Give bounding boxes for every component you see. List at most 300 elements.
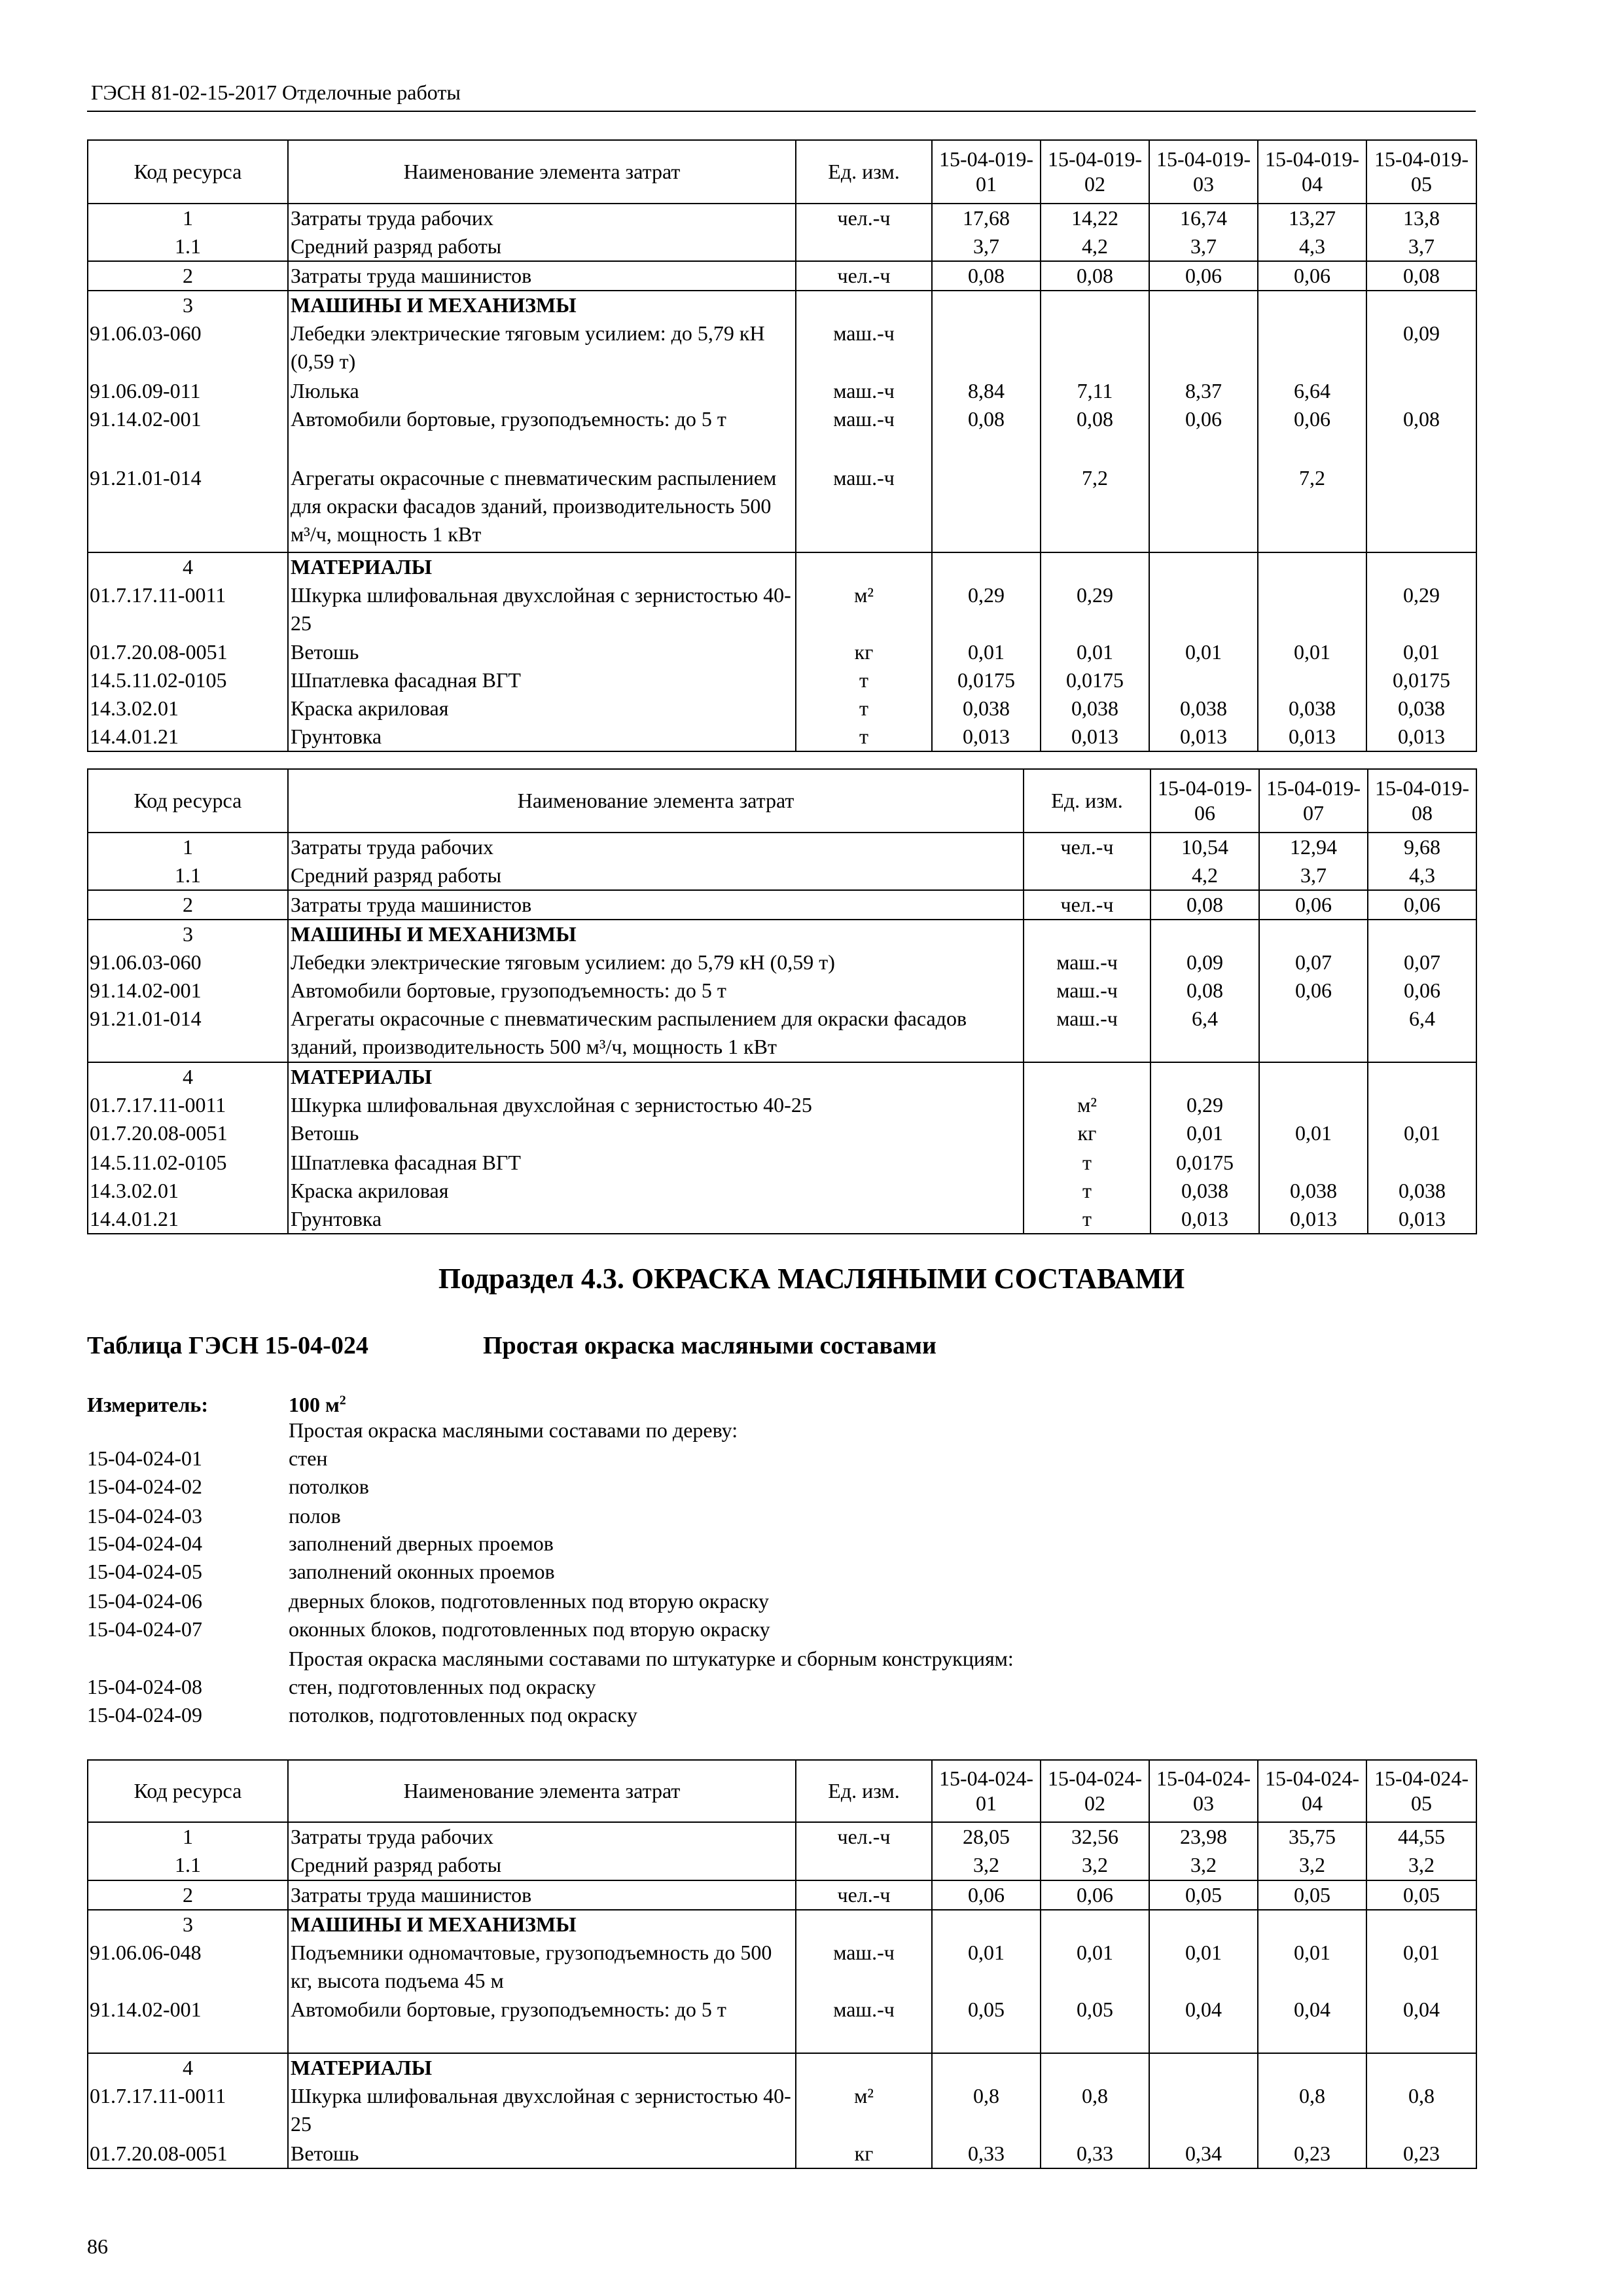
section-name: МАШИНЫ И МЕХАНИЗМЫ (288, 1910, 796, 1939)
norm-value: 0,34 (1149, 2140, 1258, 2168)
norm-value: 0,8 (1041, 2082, 1149, 2140)
norm-code-header: 15-04-024-05 (1366, 1760, 1476, 1822)
resource-name: Автомобили бортовые, грузоподъемность: до 5 т (288, 405, 796, 464)
norm-value: 3,7 (1366, 232, 1476, 261)
unit: т (1024, 1177, 1150, 1205)
unit: м² (796, 2082, 932, 2140)
norm-value: 0,06 (1041, 1880, 1149, 1910)
norm-code-header: 15-04-019-03 (1149, 140, 1258, 204)
unit: чел.-ч (796, 1822, 932, 1851)
table-header-row (88, 140, 1476, 204)
table-row (88, 1939, 1476, 1996)
resource-code: 1 (88, 204, 288, 232)
section-name: МАШИНЫ И МЕХАНИЗМЫ (288, 920, 1024, 948)
unit: маш.-ч (1024, 1005, 1150, 1062)
work-code: 15-04-024-08 (87, 1674, 202, 1698)
norm-value: 0,013 (1149, 723, 1258, 751)
table-row (88, 1880, 1476, 1910)
norm-value: 0,05 (1366, 1880, 1476, 1910)
unit (796, 1910, 932, 1939)
norm-value (1258, 2053, 1366, 2082)
norm-value: 0,05 (1258, 1880, 1366, 1910)
unit (1024, 920, 1150, 948)
norm-value (1150, 920, 1259, 948)
norm-value (1149, 2053, 1258, 2082)
norm-value: 0,06 (1258, 405, 1366, 464)
norm-value (932, 552, 1041, 581)
table-row (88, 948, 1476, 977)
unit-header: Ед. изм. (1024, 769, 1150, 833)
norm-value: 0,01 (1150, 1119, 1259, 1149)
norm-value: 0,01 (1149, 1939, 1258, 1996)
resource-code: 01.7.17.11-0011 (88, 581, 288, 639)
norm-value: 0,09 (1366, 319, 1476, 377)
norm-value: 0,08 (1366, 261, 1476, 291)
resource-code: 01.7.20.08-0051 (88, 1119, 288, 1149)
resource-code: 1.1 (88, 1851, 288, 1880)
unit: маш.-ч (796, 377, 932, 405)
norm-value: 0,038 (932, 694, 1041, 723)
resource-code: 91.06.03-060 (88, 319, 288, 377)
unit: маш.-ч (796, 405, 932, 464)
section-name: МАТЕРИАЛЫ (288, 552, 796, 581)
work-code: 15-04-024-09 (87, 1702, 202, 1727)
code-header: Код ресурса (88, 1760, 288, 1822)
norm-value (932, 319, 1041, 377)
norm-value (1258, 581, 1366, 639)
unit: чел.-ч (796, 204, 932, 232)
norm-value: 7,11 (1041, 377, 1149, 405)
unit: маш.-ч (796, 1939, 932, 1996)
norm-value (1041, 319, 1149, 377)
norm-value: 0,05 (1149, 1880, 1258, 1910)
table-row (88, 1177, 1476, 1205)
norm-value: 7,2 (1041, 464, 1149, 552)
norm-value: 0,07 (1259, 948, 1368, 977)
norm-value: 0,33 (1041, 2140, 1149, 2168)
norm-value: 0,01 (1041, 638, 1149, 666)
norm-value: 6,4 (1368, 1005, 1476, 1062)
norm-value: 3,7 (1149, 232, 1258, 261)
work-code: 15-04-024-02 (87, 1474, 202, 1498)
unit: кг (1024, 1119, 1150, 1149)
table-row (88, 232, 1476, 261)
header-title: ГЭСН 81-02-15-2017 Отделочные работы (91, 81, 461, 104)
norm-value: 0,013 (1150, 1205, 1259, 1234)
norm-value: 3,7 (1259, 861, 1368, 890)
norm-code-header: 15-04-019-07 (1259, 769, 1368, 833)
table-row (88, 1091, 1476, 1119)
norm-value: 0,038 (1149, 694, 1258, 723)
norm-value: 0,01 (1368, 1119, 1476, 1149)
resource-code: 3 (88, 1910, 288, 1939)
norm-value: 0,01 (1259, 1119, 1368, 1149)
table-row (88, 1822, 1476, 1851)
work-code: 15-04-024-04 (87, 1532, 202, 1556)
subsection-title: Подраздел 4.3. ОКРАСКА МАСЛЯНЫМИ СОСТАВАМИ (438, 1263, 1185, 1295)
table-row (88, 833, 1476, 861)
table-row (88, 405, 1476, 464)
norm-value (1259, 920, 1368, 948)
norm-value: 0,038 (1258, 694, 1366, 723)
norm-value: 0,04 (1366, 1996, 1476, 2053)
norm-value (932, 2053, 1041, 2082)
resource-code: 14.5.11.02-0105 (88, 666, 288, 694)
norm-value: 0,06 (1368, 890, 1476, 920)
norm-value: 13,27 (1258, 204, 1366, 232)
norm-value: 0,013 (1258, 723, 1366, 751)
norm-value: 23,98 (1149, 1822, 1258, 1851)
resource-code: 1 (88, 833, 288, 861)
table-row (88, 638, 1476, 666)
norm-value (1149, 666, 1258, 694)
unit (796, 291, 932, 319)
norm-value: 0,33 (932, 2140, 1041, 2168)
name-header: Наименование элемента затрат (288, 1760, 796, 1822)
resource-name: Шпатлевка фасадная ВГТ (288, 1149, 1024, 1177)
resource-name: Средний разряд работы (288, 861, 1024, 890)
norm-value: 0,8 (932, 2082, 1041, 2140)
resource-name: Затраты труда машинистов (288, 261, 796, 291)
resource-code: 91.14.02-001 (88, 405, 288, 464)
resource-name: Затраты труда рабочих (288, 204, 796, 232)
norm-value (1149, 581, 1258, 639)
unit: чел.-ч (796, 261, 932, 291)
norm-value: 6,4 (1150, 1005, 1259, 1062)
section-row (88, 1910, 1476, 1939)
table-row (88, 464, 1476, 552)
norm-code-header: 15-04-024-02 (1041, 1760, 1149, 1822)
resource-code: 2 (88, 890, 288, 920)
table-row (88, 666, 1476, 694)
resource-name: Лебедки электрические тяговым усилием: до 5,79 кН (0,59 т) (288, 319, 796, 377)
unit: м² (796, 581, 932, 639)
norm-value: 3,2 (1041, 1851, 1149, 1880)
unit: м² (1024, 1091, 1150, 1119)
norm-value (1366, 552, 1476, 581)
resource-name: Средний разряд работы (288, 232, 796, 261)
table-header-row (88, 769, 1476, 833)
table-row (88, 723, 1476, 751)
resource-code: 14.5.11.02-0105 (88, 1149, 288, 1177)
norm-value: 3,2 (1149, 1851, 1258, 1880)
norm-value: 0,08 (1366, 405, 1476, 464)
norm-value: 17,68 (932, 204, 1041, 232)
norm-value: 0,04 (1149, 1996, 1258, 2053)
norm-value (1149, 1910, 1258, 1939)
norm-value: 16,74 (1149, 204, 1258, 232)
norm-value (1259, 1062, 1368, 1091)
resource-name: Лебедки электрические тяговым усилием: до 5,79 кН (0,59 т) (288, 948, 1024, 977)
unit: т (1024, 1205, 1150, 1234)
norm-value (1368, 920, 1476, 948)
table-row (88, 1119, 1476, 1149)
norm-value: 0,08 (1150, 890, 1259, 920)
page-number: 86 (87, 2234, 108, 2258)
resource-name: Краска акриловая (288, 1177, 1024, 1205)
unit: т (796, 666, 932, 694)
table-row (88, 2140, 1476, 2168)
norm-value: 0,038 (1041, 694, 1149, 723)
work-description: Простая окраска масляными составами по штукатурке и сборным конструкциям: (289, 1647, 1014, 1670)
table-row (88, 2082, 1476, 2140)
resource-name: Люлька (288, 377, 796, 405)
unit: маш.-ч (1024, 977, 1150, 1005)
norm-code-header: 15-04-019-01 (932, 140, 1041, 204)
norm-value (1368, 1062, 1476, 1091)
resource-code: 91.06.03-060 (88, 948, 288, 977)
norm-value: 0,23 (1366, 2140, 1476, 2168)
norm-value (1041, 1910, 1149, 1939)
work-code: 15-04-024-03 (87, 1503, 202, 1528)
norm-value (1258, 666, 1366, 694)
norm-value: 0,038 (1150, 1177, 1259, 1205)
resource-code: 91.21.01-014 (88, 1005, 288, 1062)
norm-value: 0,01 (1041, 1939, 1149, 1996)
norm-value: 3,2 (1366, 1851, 1476, 1880)
norm-value: 8,84 (932, 377, 1041, 405)
unit (796, 232, 932, 261)
norm-value (1258, 1910, 1366, 1939)
table-row (88, 861, 1476, 890)
section-row (88, 552, 1476, 581)
resource-name: Краска акриловая (288, 694, 796, 723)
unit: чел.-ч (1024, 890, 1150, 920)
norm-value: 3,2 (1258, 1851, 1366, 1880)
norm-code-header: 15-04-019-06 (1150, 769, 1259, 833)
norm-value: 3,7 (932, 232, 1041, 261)
table-name: Простая окраска масляными составами (483, 1332, 936, 1359)
resource-table-019-06-08 (87, 768, 1477, 1234)
unit (796, 1851, 932, 1880)
norm-code-header: 15-04-019-04 (1258, 140, 1366, 204)
norm-value: 0,29 (1150, 1091, 1259, 1119)
unit-header: Ед. изм. (796, 140, 932, 204)
name-header: Наименование элемента затрат (288, 769, 1024, 833)
unit: маш.-ч (1024, 948, 1150, 977)
norm-value: 0,01 (1258, 1939, 1366, 1996)
work-description: стен (289, 1446, 328, 1470)
section-row (88, 2053, 1476, 2082)
resource-code: 4 (88, 2053, 288, 2082)
norm-value: 0,038 (1366, 694, 1476, 723)
resource-name: Шкурка шлифовальная двухслойная с зернистостью 40-25 (288, 581, 796, 639)
norm-value: 0,01 (932, 1939, 1041, 1996)
norm-value: 0,013 (932, 723, 1041, 751)
unit: кг (796, 638, 932, 666)
norm-value: 6,64 (1258, 377, 1366, 405)
resource-code: 2 (88, 1880, 288, 1910)
code-header: Код ресурса (88, 140, 288, 204)
resource-code: 4 (88, 1062, 288, 1091)
norm-value: 4,2 (1150, 861, 1259, 890)
norm-value: 0,08 (932, 261, 1041, 291)
resource-code: 1 (88, 1822, 288, 1851)
norm-value: 0,0175 (1366, 666, 1476, 694)
norm-value (1259, 1091, 1368, 1119)
table-row (88, 261, 1476, 291)
resource-name: Грунтовка (288, 723, 796, 751)
norm-value (1366, 464, 1476, 552)
unit: т (796, 723, 932, 751)
norm-value (1259, 1149, 1368, 1177)
norm-value: 0,23 (1258, 2140, 1366, 2168)
unit (796, 2053, 932, 2082)
work-code: 15-04-024-05 (87, 1560, 202, 1584)
norm-value (1041, 552, 1149, 581)
section-name: МАШИНЫ И МЕХАНИЗМЫ (288, 291, 796, 319)
resource-code: 91.06.09-011 (88, 377, 288, 405)
table-row (88, 581, 1476, 639)
norm-value: 0,05 (932, 1996, 1041, 2053)
table-row (88, 204, 1476, 232)
resource-code: 2 (88, 261, 288, 291)
norm-value: 10,54 (1150, 833, 1259, 861)
norm-code-header: 15-04-024-01 (932, 1760, 1041, 1822)
unit: чел.-ч (1024, 833, 1150, 861)
norm-value: 0,08 (1041, 261, 1149, 291)
work-description: потолков (289, 1474, 369, 1498)
work-description: Простая окраска масляными составами по дереву: (289, 1418, 738, 1443)
resource-name: Шкурка шлифовальная двухслойная с зернистостью 40-25 (288, 2082, 796, 2140)
norm-value: 0,0175 (932, 666, 1041, 694)
resource-name: Затраты труда рабочих (288, 833, 1024, 861)
norm-value (1041, 2053, 1149, 2082)
resource-code: 14.4.01.21 (88, 723, 288, 751)
resource-code: 01.7.17.11-0011 (88, 1091, 288, 1119)
resource-name: Шкурка шлифовальная двухслойная с зернистостью 40-25 (288, 1091, 1024, 1119)
work-description: дверных блоков, подготовленных под вторую окраску (289, 1589, 769, 1613)
unit: т (796, 694, 932, 723)
resource-name: Автомобили бортовые, грузоподъемность: до 5 т (288, 977, 1024, 1005)
norm-code-header: 15-04-024-03 (1149, 1760, 1258, 1822)
norm-value (1258, 319, 1366, 377)
norm-value (1258, 552, 1366, 581)
norm-code-header: 15-04-019-08 (1368, 769, 1476, 833)
norm-value: 0,08 (932, 405, 1041, 464)
resource-code: 3 (88, 291, 288, 319)
norm-value (932, 1910, 1041, 1939)
norm-value: 4,3 (1368, 861, 1476, 890)
norm-value (1366, 377, 1476, 405)
resource-name: Затраты труда рабочих (288, 1822, 796, 1851)
norm-value: 9,68 (1368, 833, 1476, 861)
norm-value: 0,8 (1366, 2082, 1476, 2140)
resource-name: Автомобили бортовые, грузоподъемность: до 5 т (288, 1996, 796, 2053)
norm-value (1366, 2053, 1476, 2082)
norm-value: 3,2 (932, 1851, 1041, 1880)
norm-value: 0,05 (1041, 1996, 1149, 2053)
norm-value: 0,08 (1150, 977, 1259, 1005)
table-row (88, 1205, 1476, 1234)
work-code: 15-04-024-01 (87, 1446, 202, 1470)
work-description: оконных блоков, подготовленных под вторую окраску (289, 1617, 770, 1641)
norm-value: 0,01 (1149, 638, 1258, 666)
resource-code: 01.7.17.11-0011 (88, 2082, 288, 2140)
norm-value (1149, 319, 1258, 377)
norm-value: 0,06 (1149, 261, 1258, 291)
name-header: Наименование элемента затрат (288, 140, 796, 204)
norm-value: 0,013 (1041, 723, 1149, 751)
norm-value (1259, 1005, 1368, 1062)
resource-code: 01.7.20.08-0051 (88, 638, 288, 666)
norm-value (1366, 291, 1476, 319)
work-code: 15-04-024-07 (87, 1617, 202, 1641)
resource-code: 14.4.01.21 (88, 1205, 288, 1234)
work-code: 15-04-024-06 (87, 1589, 202, 1613)
unit: т (1024, 1149, 1150, 1177)
norm-value: 8,37 (1149, 377, 1258, 405)
norm-value: 0,06 (1149, 405, 1258, 464)
norm-value: 0,07 (1368, 948, 1476, 977)
measure-value: 100 $м^2$ (289, 1393, 346, 1416)
norm-value (1150, 1062, 1259, 1091)
unit (1024, 861, 1150, 890)
table-row (88, 1005, 1476, 1062)
resource-code: 91.21.01-014 (88, 464, 288, 552)
norm-value (1366, 1910, 1476, 1939)
resource-code: 1.1 (88, 861, 288, 890)
norm-code-header: 15-04-024-04 (1258, 1760, 1366, 1822)
measure-label: Измеритель: (87, 1393, 208, 1416)
norm-value: 0,29 (1041, 581, 1149, 639)
norm-value: 28,05 (932, 1822, 1041, 1851)
section-name: МАТЕРИАЛЫ (288, 2053, 796, 2082)
norm-value: 35,75 (1258, 1822, 1366, 1851)
work-description: заполнений дверных проемов (289, 1532, 554, 1556)
norm-value (1149, 2082, 1258, 2140)
norm-value (1368, 1091, 1476, 1119)
table-row (88, 1996, 1476, 2053)
resource-name: Затраты труда машинистов (288, 890, 1024, 920)
norm-value: 0,0175 (1150, 1149, 1259, 1177)
norm-value: 32,56 (1041, 1822, 1149, 1851)
table-header-row (88, 1760, 1476, 1822)
norm-value: 0,0175 (1041, 666, 1149, 694)
norm-value: 0,01 (932, 638, 1041, 666)
norm-value: 0,04 (1258, 1996, 1366, 2053)
norm-value: 0,06 (1259, 977, 1368, 1005)
resource-name: Средний разряд работы (288, 1851, 796, 1880)
resource-code: 14.3.02.01 (88, 694, 288, 723)
norm-value: 0,08 (1041, 405, 1149, 464)
unit: маш.-ч (796, 1996, 932, 2053)
resource-name: Подъемники одномачтовые, грузоподъемность до 500 кг, высота подъема 45 м (288, 1939, 796, 1996)
norm-value: 0,013 (1259, 1205, 1368, 1234)
norm-value: 4,3 (1258, 232, 1366, 261)
resource-name: Грунтовка (288, 1205, 1024, 1234)
norm-value (1149, 291, 1258, 319)
unit: маш.-ч (796, 464, 932, 552)
resource-name: Агрегаты окрасочные с пневматическим распылением для окраски фасадов зданий, производительность 500 м³/ч, мощность 1 кВт (288, 1005, 1024, 1062)
norm-value: 0,09 (1150, 948, 1259, 977)
section-row (88, 1062, 1476, 1091)
code-header: Код ресурса (88, 769, 288, 833)
unit: кг (796, 2140, 932, 2168)
unit: маш.-ч (796, 319, 932, 377)
work-description: стен, подготовленных под окраску (289, 1674, 596, 1698)
norm-value: 4,2 (1041, 232, 1149, 261)
section-row (88, 291, 1476, 319)
norm-value (1258, 291, 1366, 319)
resource-code: 91.14.02-001 (88, 1996, 288, 2053)
resource-table-019-01-05 (87, 139, 1477, 752)
norm-value: 14,22 (1041, 204, 1149, 232)
norm-value (1149, 552, 1258, 581)
resource-code: 4 (88, 552, 288, 581)
resource-code: 91.06.06-048 (88, 1939, 288, 1996)
resource-name: Шпатлевка фасадная ВГТ (288, 666, 796, 694)
